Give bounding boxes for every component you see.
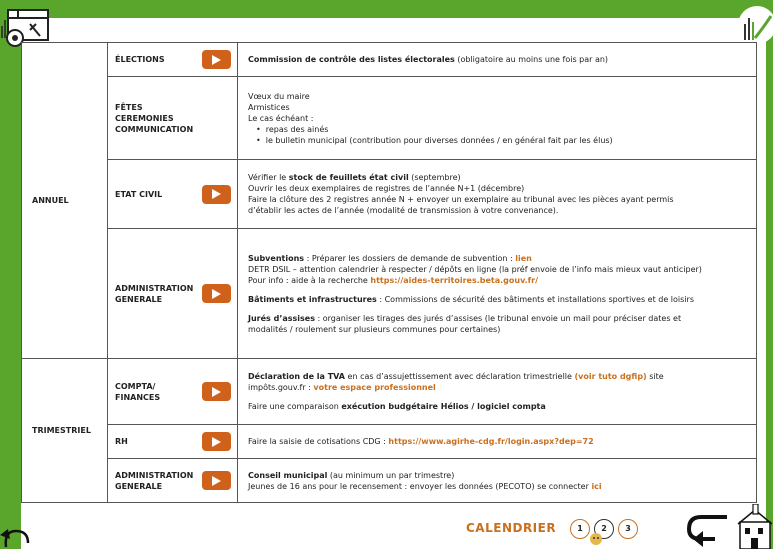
category-cell bbox=[108, 359, 238, 425]
video-play-button[interactable] bbox=[202, 471, 231, 490]
desc-text: : Préparer les dossiers de demande de subvention : bbox=[304, 253, 516, 263]
desc-bold: Subventions bbox=[248, 253, 305, 263]
category-line: COMMUNICATION bbox=[115, 124, 194, 134]
table-row bbox=[22, 160, 757, 229]
table-row bbox=[22, 359, 757, 425]
desc-text: Vérifier le bbox=[248, 173, 289, 182]
period-trimestriel: TRIMESTRIEL bbox=[22, 359, 108, 503]
footer-title: CALENDRIER bbox=[466, 521, 557, 535]
page-2-button[interactable]: 2 bbox=[594, 519, 614, 539]
description-cell bbox=[238, 359, 757, 425]
description-cell bbox=[238, 43, 757, 77]
category-label: ETAT CIVIL bbox=[115, 189, 163, 199]
table-row bbox=[22, 229, 757, 359]
desc-bold: Déclaration de la TVA bbox=[248, 372, 345, 381]
category-label bbox=[115, 470, 193, 492]
video-play-button[interactable] bbox=[202, 185, 231, 204]
page-1-button[interactable]: 1 bbox=[570, 519, 590, 539]
video-play-button[interactable] bbox=[202, 50, 231, 69]
category-line: GENERALE bbox=[115, 294, 163, 304]
category-label bbox=[115, 283, 193, 305]
logo-icon bbox=[733, 4, 773, 46]
calendar-table bbox=[21, 42, 757, 503]
category-label bbox=[115, 381, 160, 403]
desc-bold: Jurés d’assises bbox=[248, 313, 315, 323]
video-play-button[interactable] bbox=[202, 432, 231, 451]
table-row bbox=[22, 43, 757, 77]
mascot-icon bbox=[589, 530, 603, 549]
left-frame-bar bbox=[0, 0, 21, 549]
desc-text: Pour info : aide à la recherche bbox=[248, 275, 371, 285]
desc-bold: Conseil municipal bbox=[248, 470, 328, 480]
category-line: ADMINISTRATION bbox=[115, 283, 194, 293]
video-play-button[interactable] bbox=[202, 382, 231, 401]
desc-text: Faire une comparaison bbox=[248, 402, 342, 411]
video-play-button[interactable] bbox=[202, 284, 231, 303]
category-cell bbox=[108, 77, 238, 160]
pecoto-link[interactable]: ici bbox=[591, 481, 602, 491]
right-frame-bar bbox=[766, 0, 773, 549]
desc-text: Jeunes de 16 ans pour le recensement : envoyer les données (PECOTO) se connecter bbox=[248, 481, 592, 491]
description-cell bbox=[238, 160, 757, 229]
desc-text: : Commissions de sécurité des bâtiments et installations sportives et de loisirs bbox=[376, 294, 694, 304]
period-annuel: ANNUEL bbox=[22, 43, 108, 359]
desc-bold: Commission de contrôle des listes électorales bbox=[248, 55, 455, 64]
list-item-text: repas des ainés bbox=[265, 124, 329, 134]
category-line: FINANCES bbox=[115, 392, 161, 402]
category-cell bbox=[108, 160, 238, 229]
table-row bbox=[22, 459, 757, 503]
desc-text: (au minimum un par trimestre) bbox=[327, 470, 455, 480]
category-line: CEREMONIES bbox=[115, 113, 174, 123]
description-cell bbox=[238, 459, 757, 503]
desc-text: site bbox=[646, 372, 664, 381]
category-label: ÉLECTIONS bbox=[115, 55, 165, 64]
desc-text: Ouvrir les deux exemplaires de registres de l’année N+1 (décembre) bbox=[248, 184, 525, 193]
agirhe-link[interactable]: https://www.agirhe-cdg.fr/login.aspx?dep=72 bbox=[388, 437, 594, 446]
desc-text: Armistices bbox=[248, 102, 290, 112]
list-item bbox=[256, 135, 746, 146]
desc-text: : organiser les tirages des jurés d’assises (le tribunal envoie un mail pour préciser dates et bbox=[314, 313, 682, 323]
home-icon[interactable] bbox=[736, 504, 772, 549]
description-cell bbox=[238, 77, 757, 160]
list-item bbox=[256, 124, 746, 135]
description-cell bbox=[238, 425, 757, 459]
page-3-button[interactable]: 3 bbox=[618, 519, 638, 539]
category-line: GENERALE bbox=[115, 481, 163, 491]
category-label bbox=[115, 102, 231, 135]
desc-text: modalités / roulement sur plusieurs communes pour certaines) bbox=[248, 324, 501, 334]
desc-text: impôts.gouv.fr : bbox=[248, 383, 314, 392]
desc-text: Faire la saisie de cotisations CDG : bbox=[248, 437, 389, 446]
desc-text: Faire la clôture des 2 registres année N + envoyer un exemplaire au tribunal avec les pièces ayant permis bbox=[248, 195, 674, 204]
return-arrow-icon[interactable] bbox=[683, 513, 733, 549]
desc-text: (septembre) bbox=[408, 173, 461, 182]
desc-text: Le cas échéant : bbox=[248, 113, 314, 123]
desc-bold: exécution budgétaire Hélios / logiciel compta bbox=[341, 402, 546, 411]
desc-bold: stock de feuillets état civil bbox=[288, 173, 409, 182]
category-line: ADMINISTRATION bbox=[115, 470, 194, 480]
dgfip-tutorial-link[interactable]: (voir tuto dgfip) bbox=[574, 372, 647, 381]
category-cell bbox=[108, 43, 238, 77]
undo-arrow-icon[interactable] bbox=[0, 525, 32, 549]
category-line: COMPTA/ bbox=[115, 381, 156, 391]
description-cell bbox=[238, 229, 757, 359]
desc-text: Vœux du maire bbox=[248, 91, 310, 101]
category-cell bbox=[108, 425, 238, 459]
top-frame-bar bbox=[0, 0, 773, 18]
desc-text: DETR DSIL – attention calendrier à respecter / dépôts en ligne (la préf envoie de l’info mais mieux vaut anticiper) bbox=[248, 264, 702, 274]
table-row bbox=[22, 425, 757, 459]
aides-territoires-link[interactable]: https://aides-territoires.beta.gouv.fr/ bbox=[370, 275, 539, 285]
category-cell bbox=[108, 229, 238, 359]
table-row bbox=[22, 77, 757, 160]
subvention-link[interactable]: lien bbox=[515, 253, 532, 263]
desc-text: en cas d’assujettissement avec déclaration trimestrielle bbox=[345, 372, 575, 381]
category-line: FÊTES bbox=[115, 102, 143, 112]
desc-bold: Bâtiments et infrastructures bbox=[248, 294, 377, 304]
category-cell bbox=[108, 459, 238, 503]
desc-text: (obligatoire au moins une fois par an) bbox=[454, 55, 609, 64]
category-label: RH bbox=[115, 437, 128, 446]
espace-professionnel-link[interactable]: votre espace professionnel bbox=[313, 383, 436, 392]
list-item-text: le bulletin municipal (contribution pour diverses données / en général fait par les élus) bbox=[265, 135, 613, 145]
desc-text: d’établir les actes de l’année (modalité de transmission à votre convenance). bbox=[248, 206, 559, 215]
